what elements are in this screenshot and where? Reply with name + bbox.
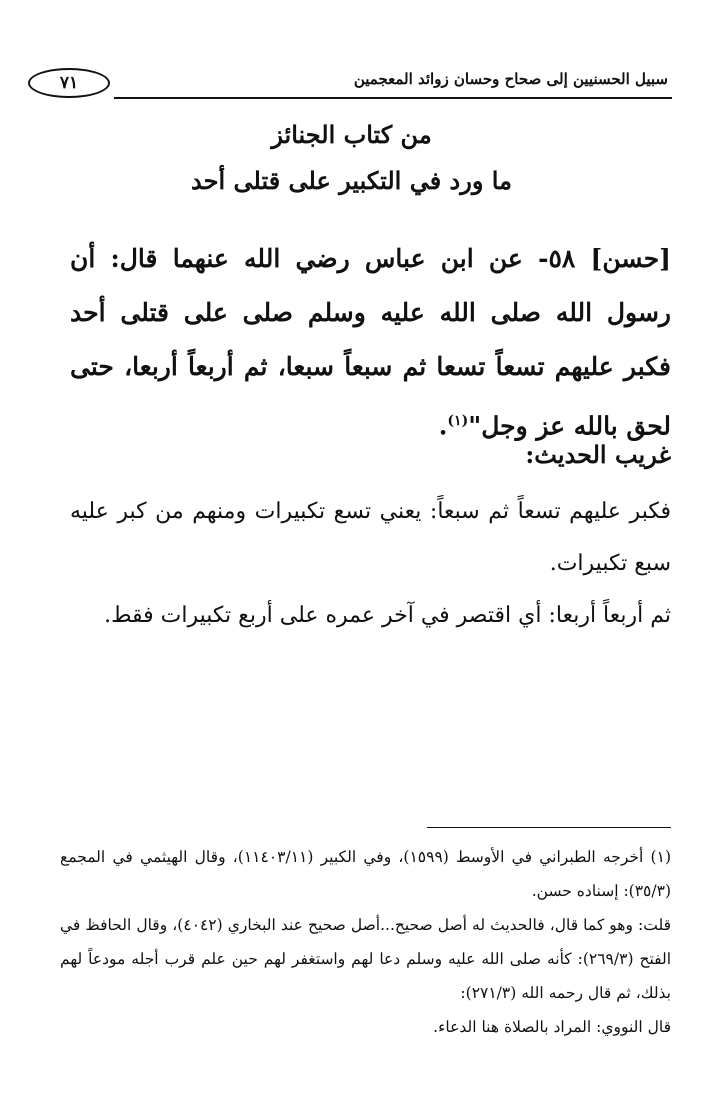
page-number-text: ٧١ bbox=[59, 73, 79, 93]
hadith-text bbox=[70, 232, 671, 453]
page-number bbox=[28, 68, 110, 98]
header-rule bbox=[114, 97, 672, 99]
gharib-heading: غريب الحديث: bbox=[525, 440, 671, 469]
book-title: من كتاب الجنائز bbox=[271, 120, 432, 149]
page-header bbox=[22, 62, 672, 104]
hadith-body: [حسن] ٥٨- عن ابن عباس رضي الله عنهما قال: أن رسول الله صلى الله عليه وسلم صلى على قتلى أحد فكبر عليهم تسعاً تسعا ثم سبعاً سبعا، ثم أربعاً أربعا، حتى لحق بالله عز وجل" bbox=[70, 244, 671, 441]
hadith-end: . bbox=[438, 411, 448, 441]
running-title: سبيل الحسنيين إلى صحاح وحسان زوائد المعجمين bbox=[353, 70, 668, 88]
gloss-1 bbox=[70, 486, 671, 590]
hadith-paragraph bbox=[70, 232, 671, 453]
footnote-1: (١) أخرجه الطبراني في الأوسط (١٥٩٩)، وفي الكبير (١١٤٠٣/١١)، وقال الهيثمي في المجمع (٣٥/٣): إسناده حسن. bbox=[60, 848, 671, 900]
footnote-3: قال النووي: المراد بالصلاة هنا الدعاء. bbox=[433, 1018, 671, 1036]
footnote-ref-marker: (١) bbox=[447, 413, 469, 429]
footnotes bbox=[60, 840, 671, 1044]
footnote-separator bbox=[427, 827, 671, 828]
gloss-1-text: فكبر عليهم تسعاً ثم سبعاً: يعني تسع تكبيرات ومنهم من كبر عليه سبع تكبيرات. bbox=[70, 499, 671, 576]
section-titles bbox=[60, 115, 643, 203]
footnote-2: قلت: وهو كما قال، فالحديث له أصل صحيح...أصل صحيح عند البخاري (٤٠٤٢)، وقال الحافظ في الفتح (٢٦٩/٣): كأنه صلى الله عليه وسلم دعا لهم واستغفر لهم حين علم قرب أجله مودعاً لهم بذلك، ثم قال رحمه الله (٢٧١/٣): bbox=[60, 916, 672, 1002]
gloss-2 bbox=[70, 590, 671, 642]
gloss-2-text: ثم أربعاً أربعا: أي اقتصر في آخر عمره على أربع تكبيرات فقط. bbox=[104, 603, 671, 628]
chapter-title: ما ورد في التكبير على قتلى أحد bbox=[191, 166, 512, 195]
